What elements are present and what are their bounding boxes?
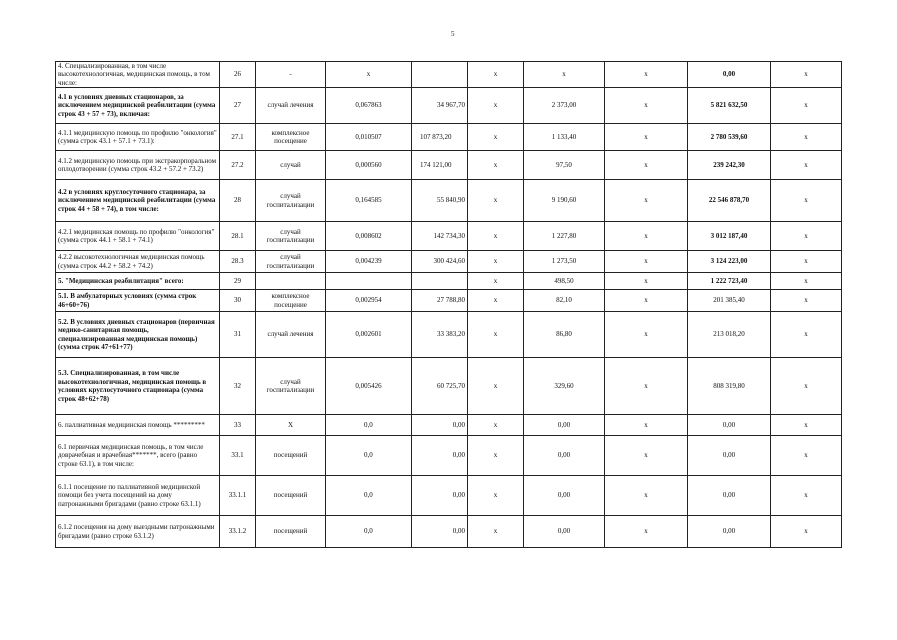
- unit-cell: случай госпитализации: [256, 180, 326, 222]
- table-row: [56, 273, 842, 290]
- per-capita-cell: 9 190,60: [524, 180, 605, 222]
- norm-cell: 0,010507: [326, 124, 412, 151]
- row-code-cell: 33.1: [220, 436, 256, 476]
- row-code-cell: 32: [220, 358, 256, 415]
- col-x-cell: x: [468, 222, 524, 251]
- norm-cell: x: [326, 62, 412, 88]
- row-code-cell: 27.1: [220, 124, 256, 151]
- norm-cell: 0,164585: [326, 180, 412, 222]
- col-x-cell: x: [771, 124, 842, 151]
- norm-cell: 0,004239: [326, 251, 412, 273]
- table-row: [56, 151, 842, 180]
- unit-cell: посещений: [256, 436, 326, 476]
- col-x-cell: x: [605, 436, 688, 476]
- total-cell: 5 821 632,50: [688, 88, 771, 124]
- row-code-cell: 33.1.1: [220, 476, 256, 516]
- unit-cell: [256, 273, 326, 290]
- total-cell: 2 780 539,60: [688, 124, 771, 151]
- row-code-cell: 26: [220, 62, 256, 88]
- col-x-cell: x: [468, 415, 524, 436]
- cost-cell: 107 873,20: [412, 124, 468, 151]
- unit-cell: случай госпитализации: [256, 358, 326, 415]
- table-row: [56, 358, 842, 415]
- row-name-cell: 4.2.2 высокотехнологичная медицинская помощь (сумма строк 44.2 + 58.2 + 74.2): [56, 251, 220, 273]
- per-capita-cell: x: [524, 62, 605, 88]
- row-code-cell: 28.3: [220, 251, 256, 273]
- total-cell: 0,00: [688, 436, 771, 476]
- row-code-cell: 33: [220, 415, 256, 436]
- volume-table: [55, 61, 842, 548]
- row-code-cell: 28.1: [220, 222, 256, 251]
- cost-cell: 0,00: [412, 516, 468, 548]
- unit-cell: случай лечения: [256, 312, 326, 358]
- cost-cell: 0,00: [412, 436, 468, 476]
- norm-cell: 0,067863: [326, 88, 412, 124]
- unit-cell: случай лечения: [256, 88, 326, 124]
- total-cell: 0,00: [688, 516, 771, 548]
- col-x-cell: x: [771, 476, 842, 516]
- table-row: [56, 222, 842, 251]
- row-name-cell: 6.1.2 посещения на дому выездными патронажными бригадами (равно строке 63.1.2): [56, 516, 220, 548]
- col-x-cell: x: [771, 88, 842, 124]
- unit-cell: Х: [256, 415, 326, 436]
- row-name-cell: 4.1.1 медицинскую помощь по профилю "онкология" (сумма строк 43.1 + 57.1 + 73.1):: [56, 124, 220, 151]
- row-name-cell: 4.2 в условиях круглосуточного стационара, за исключением медицинской реабилитации (сумма строк 44 + 58 + 74), в том числе:: [56, 180, 220, 222]
- norm-cell: 0,0: [326, 476, 412, 516]
- cost-cell: 142 734,30: [412, 222, 468, 251]
- per-capita-cell: 97,50: [524, 151, 605, 180]
- per-capita-cell: 0,00: [524, 436, 605, 476]
- table-row: [56, 476, 842, 516]
- table-row: [56, 180, 842, 222]
- cost-cell: 60 725,70: [412, 358, 468, 415]
- total-cell: 3 012 187,40: [688, 222, 771, 251]
- col-x-cell: x: [771, 151, 842, 180]
- table-row: [56, 312, 842, 358]
- col-x-cell: x: [771, 358, 842, 415]
- col-x-cell: x: [468, 358, 524, 415]
- table-row: [56, 436, 842, 476]
- col-x-cell: x: [468, 273, 524, 290]
- row-name-cell: 6.1.1 посещение по паллиативной медицинской помощи без учета посещений на дому патронажными бригадами (равно строке 63.1.1): [56, 476, 220, 516]
- col-x-cell: x: [468, 251, 524, 273]
- row-code-cell: 27.2: [220, 151, 256, 180]
- table-row: [56, 124, 842, 151]
- total-cell: 808 319,80: [688, 358, 771, 415]
- cost-cell: [412, 62, 468, 88]
- row-name-cell: 5.3. Специализированная, в том числе высокотехнологичная, медицинская помощь в условиях круглосуточного стационара (сумма строк 48+62+78): [56, 358, 220, 415]
- unit-cell: -: [256, 62, 326, 88]
- total-cell: 22 546 878,70: [688, 180, 771, 222]
- col-x-cell: x: [771, 415, 842, 436]
- per-capita-cell: 1 133,40: [524, 124, 605, 151]
- total-cell: 0,00: [688, 62, 771, 88]
- col-x-cell: x: [468, 124, 524, 151]
- cost-cell: 55 840,90: [412, 180, 468, 222]
- col-x-cell: x: [605, 516, 688, 548]
- col-x-cell: x: [605, 251, 688, 273]
- unit-cell: случай: [256, 151, 326, 180]
- col-x-cell: x: [468, 88, 524, 124]
- col-x-cell: x: [771, 62, 842, 88]
- cost-cell: 27 788,80: [412, 290, 468, 312]
- norm-cell: 0,008602: [326, 222, 412, 251]
- cost-cell: 0,00: [412, 476, 468, 516]
- row-code-cell: 33.1.2: [220, 516, 256, 548]
- col-x-cell: x: [468, 180, 524, 222]
- col-x-cell: x: [605, 124, 688, 151]
- col-x-cell: x: [605, 180, 688, 222]
- row-code-cell: 30: [220, 290, 256, 312]
- norm-cell: 0,0: [326, 436, 412, 476]
- total-cell: 1 222 723,40: [688, 273, 771, 290]
- col-x-cell: x: [468, 476, 524, 516]
- col-x-cell: x: [771, 312, 842, 358]
- row-code-cell: 31: [220, 312, 256, 358]
- col-x-cell: x: [605, 62, 688, 88]
- col-x-cell: x: [605, 273, 688, 290]
- row-name-cell: 5. "Медицинская реабилитация" всего:: [56, 273, 220, 290]
- col-x-cell: x: [771, 222, 842, 251]
- col-x-cell: x: [771, 251, 842, 273]
- col-x-cell: x: [771, 180, 842, 222]
- table-row: [56, 62, 842, 88]
- row-name-cell: 4. Специализированная, в том числе высокотехнологичная, медицинская помощь, в том числе:: [56, 62, 220, 88]
- per-capita-cell: 498,50: [524, 273, 605, 290]
- col-x-cell: x: [468, 516, 524, 548]
- per-capita-cell: 329,60: [524, 358, 605, 415]
- cost-cell: 300 424,60: [412, 251, 468, 273]
- col-x-cell: x: [468, 62, 524, 88]
- page-number: 5: [451, 30, 455, 38]
- row-code-cell: 27: [220, 88, 256, 124]
- unit-cell: посещений: [256, 476, 326, 516]
- per-capita-cell: 1 273,50: [524, 251, 605, 273]
- cost-cell: 33 383,20: [412, 312, 468, 358]
- per-capita-cell: 82,10: [524, 290, 605, 312]
- col-x-cell: x: [605, 358, 688, 415]
- unit-cell: комплексное посещение: [256, 124, 326, 151]
- col-x-cell: x: [771, 290, 842, 312]
- per-capita-cell: 86,80: [524, 312, 605, 358]
- total-cell: 0,00: [688, 415, 771, 436]
- row-code-cell: 28: [220, 180, 256, 222]
- col-x-cell: x: [605, 415, 688, 436]
- row-name-cell: 5.2. В условиях дневных стационаров (первичная медико-санитарная помощь, специализированная медицинская помощь) (сумма строк 47+61+77): [56, 312, 220, 358]
- row-name-cell: 4.1.2 медицинскую помощь при экстракорпоральном оплодотворении (сумма строк 43.2 + 57.2 + 73.2): [56, 151, 220, 180]
- row-name-cell: 4.1 в условиях дневных стационаров, за исключением медицинской реабилитации (сумма строк 43 + 57 + 73), включая:: [56, 88, 220, 124]
- col-x-cell: x: [605, 222, 688, 251]
- norm-cell: [326, 273, 412, 290]
- row-name-cell: 6.1 первичная медицинская помощь, в том числе доврачебная и врачебная*******, всего (равно строке 63.1), в том числе:: [56, 436, 220, 476]
- per-capita-cell: 2 373,00: [524, 88, 605, 124]
- per-capita-cell: 0,00: [524, 516, 605, 548]
- unit-cell: случай госпитализации: [256, 251, 326, 273]
- table-row: [56, 251, 842, 273]
- unit-cell: комплексное посещение: [256, 290, 326, 312]
- col-x-cell: x: [771, 273, 842, 290]
- table-row: [56, 415, 842, 436]
- unit-cell: посещений: [256, 516, 326, 548]
- cost-cell: [412, 273, 468, 290]
- row-code-cell: 29: [220, 273, 256, 290]
- col-x-cell: x: [605, 290, 688, 312]
- col-x-cell: x: [605, 88, 688, 124]
- total-cell: 213 018,20: [688, 312, 771, 358]
- total-cell: 239 242,30: [688, 151, 771, 180]
- cost-cell: 34 967,70: [412, 88, 468, 124]
- col-x-cell: x: [468, 290, 524, 312]
- col-x-cell: x: [468, 312, 524, 358]
- total-cell: 0,00: [688, 476, 771, 516]
- norm-cell: 0,0: [326, 415, 412, 436]
- col-x-cell: x: [605, 151, 688, 180]
- col-x-cell: x: [771, 436, 842, 476]
- per-capita-cell: 1 227,80: [524, 222, 605, 251]
- cost-cell: 0,00: [412, 415, 468, 436]
- table-row: [56, 290, 842, 312]
- norm-cell: 0,000560: [326, 151, 412, 180]
- total-cell: 201 385,40: [688, 290, 771, 312]
- col-x-cell: x: [468, 436, 524, 476]
- col-x-cell: x: [771, 516, 842, 548]
- per-capita-cell: 0,00: [524, 415, 605, 436]
- norm-cell: 0,005426: [326, 358, 412, 415]
- norm-cell: 0,002601: [326, 312, 412, 358]
- row-name-cell: 5.1. В амбулаторных условиях (сумма строк 46+60+76): [56, 290, 220, 312]
- norm-cell: 0,002954: [326, 290, 412, 312]
- table-row: [56, 516, 842, 548]
- row-name-cell: 6. паллиативная медицинская помощь *********: [56, 415, 220, 436]
- table-body: [56, 62, 842, 548]
- col-x-cell: x: [468, 151, 524, 180]
- per-capita-cell: 0,00: [524, 476, 605, 516]
- row-name-cell: 4.2.1 медицинская помощь по профилю "онкология" (сумма строк 44.1 + 58.1 + 74.1): [56, 222, 220, 251]
- norm-cell: 0,0: [326, 516, 412, 548]
- unit-cell: случай госпитализации: [256, 222, 326, 251]
- col-x-cell: x: [605, 312, 688, 358]
- total-cell: 3 124 223,00: [688, 251, 771, 273]
- cost-cell: 174 121,00: [412, 151, 468, 180]
- table-row: [56, 88, 842, 124]
- col-x-cell: x: [605, 476, 688, 516]
